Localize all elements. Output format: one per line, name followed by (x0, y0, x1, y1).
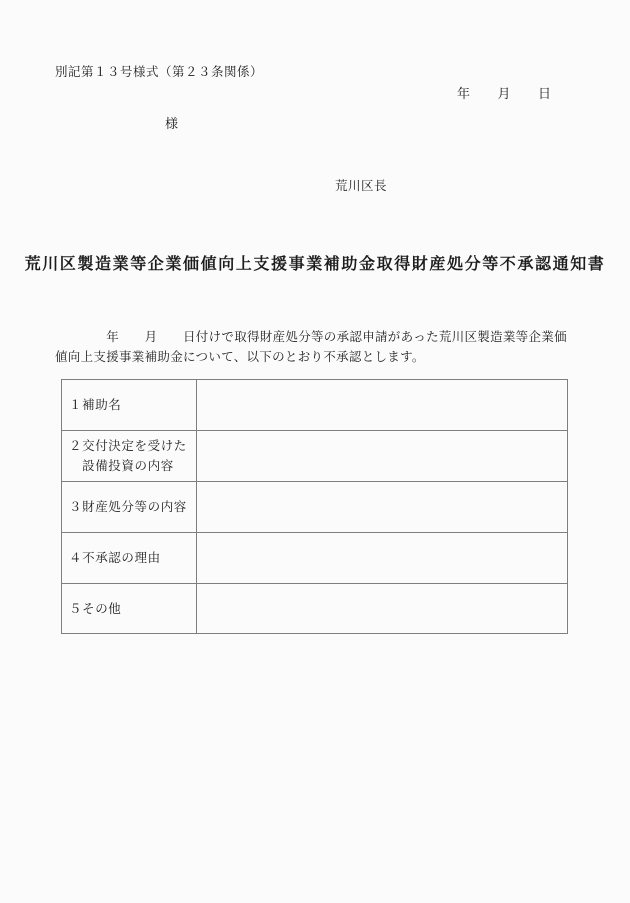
table-row-rejection-reason (62, 533, 568, 584)
table-row-investment-content (62, 431, 568, 482)
row-label: ３財産処分等の内容 (69, 500, 187, 514)
row-label-cell (62, 482, 197, 533)
form-number: 別記第１３号様式（第２３条関係） (55, 65, 264, 79)
row-value-cell (197, 431, 568, 482)
table-row-disposal-content (62, 482, 568, 533)
row-label-line-2: 設備投資の内容 (69, 459, 174, 473)
row-label-cell (62, 380, 197, 431)
row-label-line-1: ２交付決定を受けた (69, 439, 187, 453)
document-title: 荒川区製造業等企業価値向上支援事業補助金取得財産処分等不承認通知書 (24, 256, 606, 273)
table-row-subsidy-name (62, 380, 568, 431)
body-paragraph (55, 327, 575, 367)
row-label-cell (62, 533, 197, 584)
table-row-other (62, 584, 568, 634)
form-table (61, 379, 568, 634)
row-value-cell (197, 584, 568, 634)
row-label: ４不承認の理由 (69, 551, 161, 565)
row-label: ５その他 (69, 601, 122, 616)
body-line-2: 値向上支援事業補助金について、以下のとおり不承認とします。 (55, 350, 425, 364)
row-value-cell (197, 533, 568, 584)
body-line-1: 年 月 日付けで取得財産処分等の承認申請があった荒川区製造業等企業価 (55, 330, 567, 344)
sender-title: 荒川区長 (335, 179, 388, 193)
row-value-cell (197, 482, 568, 533)
addressee-suffix: 様 (165, 116, 179, 131)
row-value-cell (197, 380, 568, 431)
date-line: 年 月 日 (457, 86, 552, 101)
row-label-cell (62, 584, 197, 634)
row-label: １補助名 (69, 398, 122, 412)
row-label-cell (62, 431, 197, 482)
